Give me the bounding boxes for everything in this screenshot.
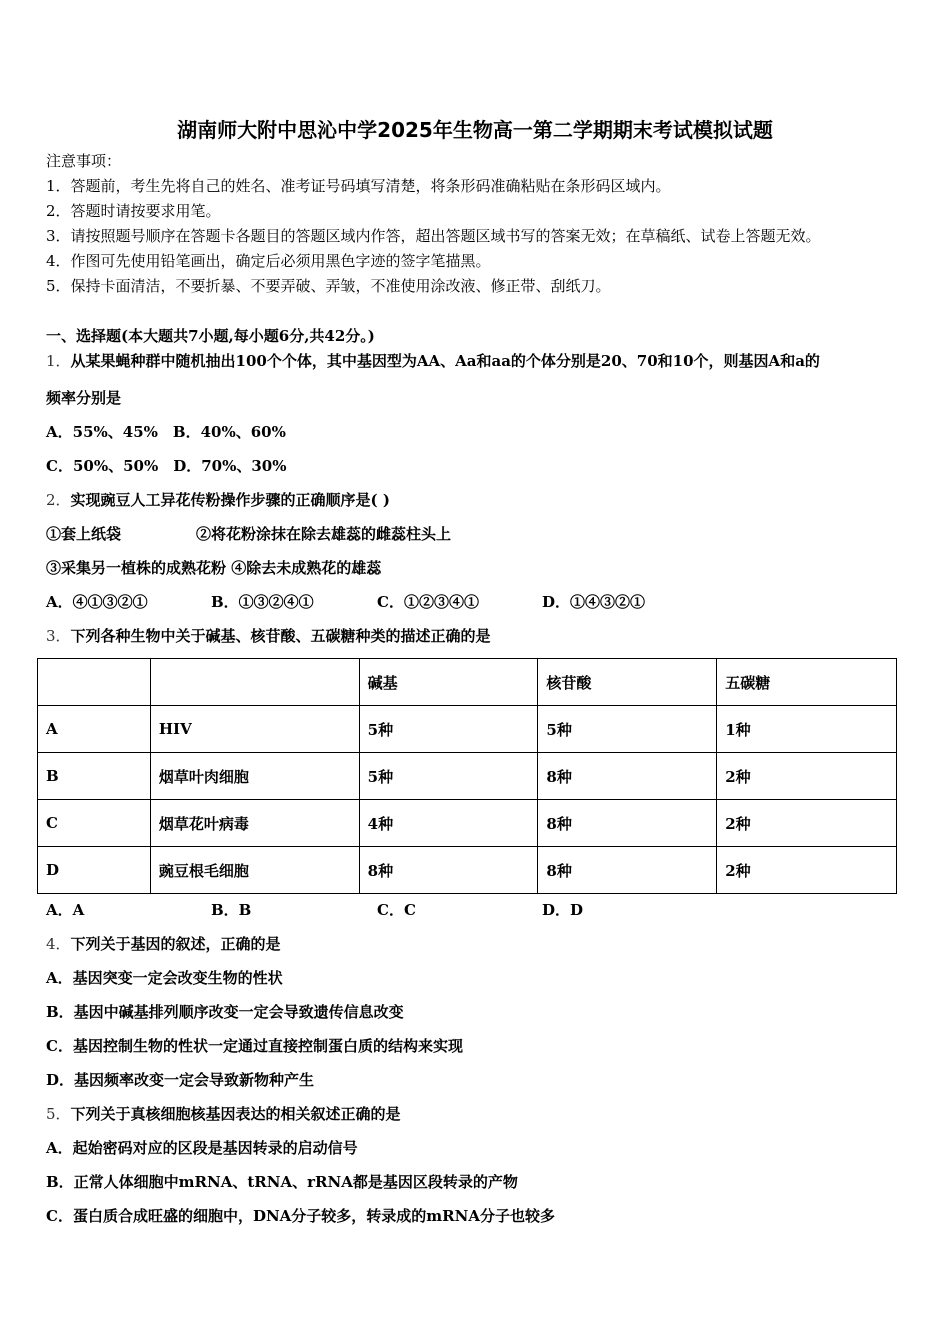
notice-item: 2．答题时请按要求用笔。: [46, 202, 221, 220]
question-text: 实现豌豆人工异花传粉操作步骤的正确顺序是( ): [70, 491, 390, 509]
q4-option-a: A．基因突变一定会改变生物的性状: [46, 969, 283, 987]
section-heading: 一、选择题(本大题共7小题,每小题6分,共42分。): [46, 327, 375, 345]
question-number: 1．: [46, 352, 71, 370]
table-cell: 8种: [538, 753, 717, 800]
table-cell: 2种: [717, 753, 897, 800]
q2-step-3-4: ③采集另一植株的成熟花粉 ④除去未成熟花的雄蕊: [46, 559, 382, 577]
q5-option-c: C．蛋白质合成旺盛的细胞中，DNA分子较多，转录成的mRNA分子也较多: [46, 1207, 555, 1225]
q3-table: [37, 658, 897, 894]
q2-option-a: A．④①③②①: [46, 593, 148, 611]
q5-option-a: A．起始密码对应的区段是基因转录的启动信号: [46, 1139, 358, 1157]
q2-option-c: C．①②③④①: [377, 593, 479, 611]
table-cell: 4种: [359, 800, 538, 847]
question-text: 下列各种生物中关于碱基、核苷酸、五碳糖种类的描述正确的是: [70, 627, 491, 645]
question-number: 3．: [46, 627, 71, 645]
question-1-cont: 频率分别是: [46, 389, 122, 407]
question-text: 从某果蝇种群中随机抽出100个个体，其中基因型为AA、Aa和aa的个体分别是20、70和10个，则基因A和a的: [70, 352, 820, 370]
q3-option-c: C．C: [377, 901, 416, 919]
table-cell: 8种: [538, 847, 717, 894]
notice-item: 5．保持卡面清洁，不要折暴、不要弄破、弄皱，不准使用涂改液、修正带、刮纸刀。: [46, 277, 611, 295]
question-number: 5．: [46, 1105, 71, 1123]
table-row: [38, 800, 897, 847]
table-cell: 烟草叶肉细胞: [150, 753, 359, 800]
q2-step-1: ①套上纸袋: [46, 525, 122, 543]
table-cell: D: [38, 847, 151, 894]
question-text: 下列关于基因的叙述，正确的是: [70, 935, 281, 953]
q4-option-d: D．基因频率改变一定会导致新物种产生: [46, 1071, 315, 1089]
notice-item: 4．作图可先使用铅笔画出，确定后必须用黑色字迹的签字笔描黑。: [46, 252, 491, 270]
table-cell: 2种: [717, 847, 897, 894]
table-header: 碱基: [359, 659, 538, 706]
q4-option-c: C．基因控制生物的性状一定通过直接控制蛋白质的结构来实现: [46, 1037, 463, 1055]
table-cell: 2种: [717, 800, 897, 847]
notice-heading: 注意事项：: [46, 152, 122, 170]
table-cell: 5种: [359, 753, 538, 800]
table-header: [150, 659, 359, 706]
q2-option-d: D．①④③②①: [542, 593, 646, 611]
table-row: [38, 847, 897, 894]
q1-options-ab: A．55%、45% B．40%、60%: [46, 423, 286, 441]
question-2: [46, 490, 390, 510]
table-cell: C: [38, 800, 151, 847]
table-cell: HIV: [150, 706, 359, 753]
notice-item: 3．请按照题号顺序在答题卡各题目的答题区域内作答，超出答题区域书写的答案无效；在草稿纸、试卷上答题无效。: [46, 227, 821, 245]
table-cell: 5种: [359, 706, 538, 753]
table-cell: 1种: [717, 706, 897, 753]
q3-option-b: B．B: [211, 901, 252, 919]
table-cell: 烟草花叶病毒: [150, 800, 359, 847]
table-header: 核苷酸: [538, 659, 717, 706]
table-cell: 8种: [359, 847, 538, 894]
table-cell: A: [38, 706, 151, 753]
q2-option-b: B．①③②④①: [211, 593, 314, 611]
question-text: 下列关于真核细胞核基因表达的相关叙述正确的是: [70, 1105, 401, 1123]
question-3: [46, 626, 491, 646]
q2-step-2: ②将花粉涂抹在除去雄蕊的雌蕊柱头上: [196, 525, 452, 543]
q3-option-d: D．D: [542, 901, 584, 919]
page-title: 湖南师大附中思沁中学2025年生物高一第二学期期末考试模拟试题: [177, 118, 773, 142]
table-cell: 5种: [538, 706, 717, 753]
table-header-row: [38, 659, 897, 706]
question-5: [46, 1104, 401, 1124]
q1-options-cd: C．50%、50% D．70%、30%: [46, 457, 287, 475]
table-header: [38, 659, 151, 706]
table-cell: B: [38, 753, 151, 800]
table-row: [38, 706, 897, 753]
table-cell: 8种: [538, 800, 717, 847]
question-1: [46, 351, 820, 371]
q4-option-b: B．基因中碱基排列顺序改变一定会导致遗传信息改变: [46, 1003, 404, 1021]
question-4: [46, 934, 281, 954]
table-header: 五碳糖: [717, 659, 897, 706]
table-cell: 豌豆根毛细胞: [150, 847, 359, 894]
question-number: 2．: [46, 491, 71, 509]
question-number: 4．: [46, 935, 71, 953]
q5-option-b: B．正常人体细胞中mRNA、tRNA、rRNA都是基因区段转录的产物: [46, 1173, 518, 1191]
notice-item: 1．答题前，考生先将自己的姓名、准考证号码填写清楚，将条形码准确粘贴在条形码区域内。: [46, 177, 671, 195]
table-row: [38, 753, 897, 800]
q3-option-a: A．A: [46, 901, 85, 919]
